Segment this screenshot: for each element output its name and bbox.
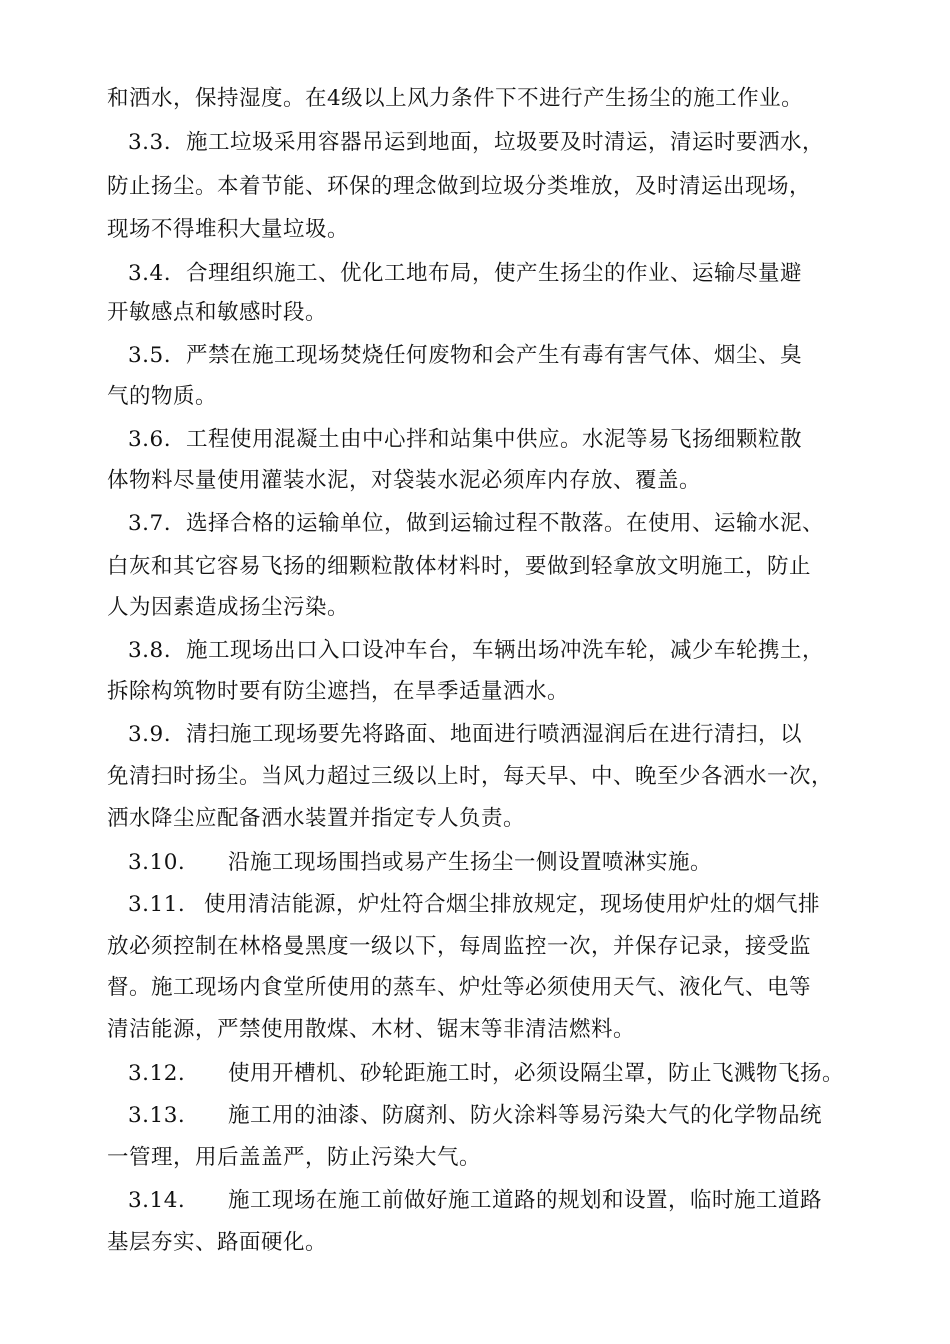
item-text: 现场不得堆积大量垃圾。 <box>107 217 350 242</box>
item-text: 免清扫时扬尘。当风力超过三级以上时，每天早、中、晚至少各洒水一次， <box>107 764 834 789</box>
list-item-3-13-line-2 <box>107 1144 481 1172</box>
list-item-3-9-line-1 <box>128 721 802 749</box>
list-item-3-5-line-2 <box>107 383 217 411</box>
item-text: 沿施工现场围挡或易产生扬尘一侧设置喷淋实施。 <box>228 850 713 875</box>
list-item-3-9-line-3 <box>107 805 525 833</box>
paragraph-continuation <box>107 85 803 113</box>
list-item-3-8-line-2 <box>107 678 569 706</box>
item-text: 人为因素造成扬尘污染。 <box>107 595 350 620</box>
list-item-3-6-line-2 <box>107 467 701 495</box>
list-item-3-4-line-1 <box>128 260 802 288</box>
item-text: 放必须控制在林格曼黑度一级以下，每周监控一次，并保存记录，接受监 <box>107 934 812 959</box>
item-text: 选择合格的运输单位，做到运输过程不散落。在使用、运输水泥、 <box>186 511 825 536</box>
item-text: 严禁在施工现场焚烧任何废物和会产生有毒有害气体、烟尘、臭 <box>186 343 803 368</box>
list-item-3-9-line-2 <box>107 763 833 791</box>
item-number: 3.5. <box>128 343 172 368</box>
list-item-3-3-line-2 <box>107 173 811 201</box>
list-item-3-12-line-1 <box>128 1060 844 1088</box>
item-text: 气的物质。 <box>107 384 218 409</box>
item-number: 3.10. <box>128 850 186 875</box>
list-item-3-11-line-3 <box>107 974 811 1002</box>
item-text: 工程使用混凝土由中心拌和站集中供应。水泥等易飞扬细颗粒散 <box>186 427 803 452</box>
item-text: 合理组织施工、优化工地布局，使产生扬尘的作业、运输尽量避 <box>186 261 803 286</box>
item-text: 清扫施工现场要先将路面、地面进行喷洒湿润后在进行清扫，以 <box>186 722 803 747</box>
list-item-3-4-line-2 <box>107 299 327 327</box>
list-item-3-11-line-4 <box>107 1016 635 1044</box>
item-text: 施工现场出口入口设冲车台，车辆出场冲洗车轮，减少车轮携土， <box>186 638 825 663</box>
item-text: 一管理，用后盖盖严，防止污染大气。 <box>107 1145 482 1170</box>
item-text: 施工垃圾采用容器吊运到地面，垃圾要及时清运，清运时要洒水， <box>186 130 825 155</box>
item-text: 督。施工现场内食堂所使用的蒸车、炉灶等必须使用天气、液化气、电等 <box>107 975 812 1000</box>
item-text: 使用开槽机、砂轮距施工时，必须设隔尘罩，防止飞溅物飞扬。 <box>228 1061 845 1086</box>
item-number: 3.13. <box>128 1103 186 1128</box>
list-item-3-13-line-1 <box>128 1102 822 1130</box>
list-item-3-3-line-1 <box>128 129 824 157</box>
list-item-3-7-line-2 <box>107 553 811 581</box>
paragraph-text: 和洒水，保持湿度。在4级以上风力条件下不进行产生扬尘的施工作业。 <box>107 86 804 111</box>
item-number: 3.14. <box>128 1188 186 1213</box>
item-text: 白灰和其它容易飞扬的细颗粒散体材料时，要做到轻拿放文明施工，防止 <box>107 554 812 579</box>
list-item-3-8-line-1 <box>128 637 824 665</box>
list-item-3-7-line-1 <box>128 510 824 538</box>
list-item-3-11-line-2 <box>107 933 811 961</box>
item-number: 3.11. <box>128 892 186 917</box>
item-text: 开敏感点和敏感时段。 <box>107 300 328 325</box>
item-text: 使用清洁能源，炉灶符合烟尘排放规定，现场使用炉灶的烟气排 <box>204 892 821 917</box>
item-number: 3.12. <box>128 1061 186 1086</box>
item-number: 3.9. <box>128 722 172 747</box>
item-number: 3.8. <box>128 638 172 663</box>
item-text: 施工现场在施工前做好施工道路的规划和设置，临时施工道路 <box>228 1188 823 1213</box>
list-item-3-5-line-1 <box>128 342 802 370</box>
item-text: 体物料尽量使用灌装水泥，对袋装水泥必须库内存放、覆盖。 <box>107 468 702 493</box>
item-text: 洒水降尘应配备洒水装置并指定专人负责。 <box>107 806 526 831</box>
item-text: 拆除构筑物时要有防尘遮挡，在旱季适量洒水。 <box>107 679 570 704</box>
list-item-3-6-line-1 <box>128 426 802 454</box>
item-number: 3.7. <box>128 511 172 536</box>
item-number: 3.3. <box>128 130 172 155</box>
list-item-3-3-line-3 <box>107 216 349 244</box>
item-text: 防止扬尘。本着节能、环保的理念做到垃圾分类堆放，及时清运出现场， <box>107 174 812 199</box>
list-item-3-14-line-2 <box>107 1229 327 1257</box>
list-item-3-7-line-3 <box>107 594 349 622</box>
item-number: 3.4. <box>128 261 172 286</box>
item-text: 基层夯实、路面硬化。 <box>107 1230 328 1255</box>
list-item-3-14-line-1 <box>128 1187 822 1215</box>
list-item-3-11-line-1 <box>128 891 820 919</box>
item-text: 施工用的油漆、防腐剂、防火涂料等易污染大气的化学物品统 <box>228 1103 823 1128</box>
item-text: 清洁能源，严禁使用散煤、木材、锯末等非清洁燃料。 <box>107 1017 636 1042</box>
list-item-3-10-line-1 <box>128 849 712 877</box>
item-number: 3.6. <box>128 427 172 452</box>
